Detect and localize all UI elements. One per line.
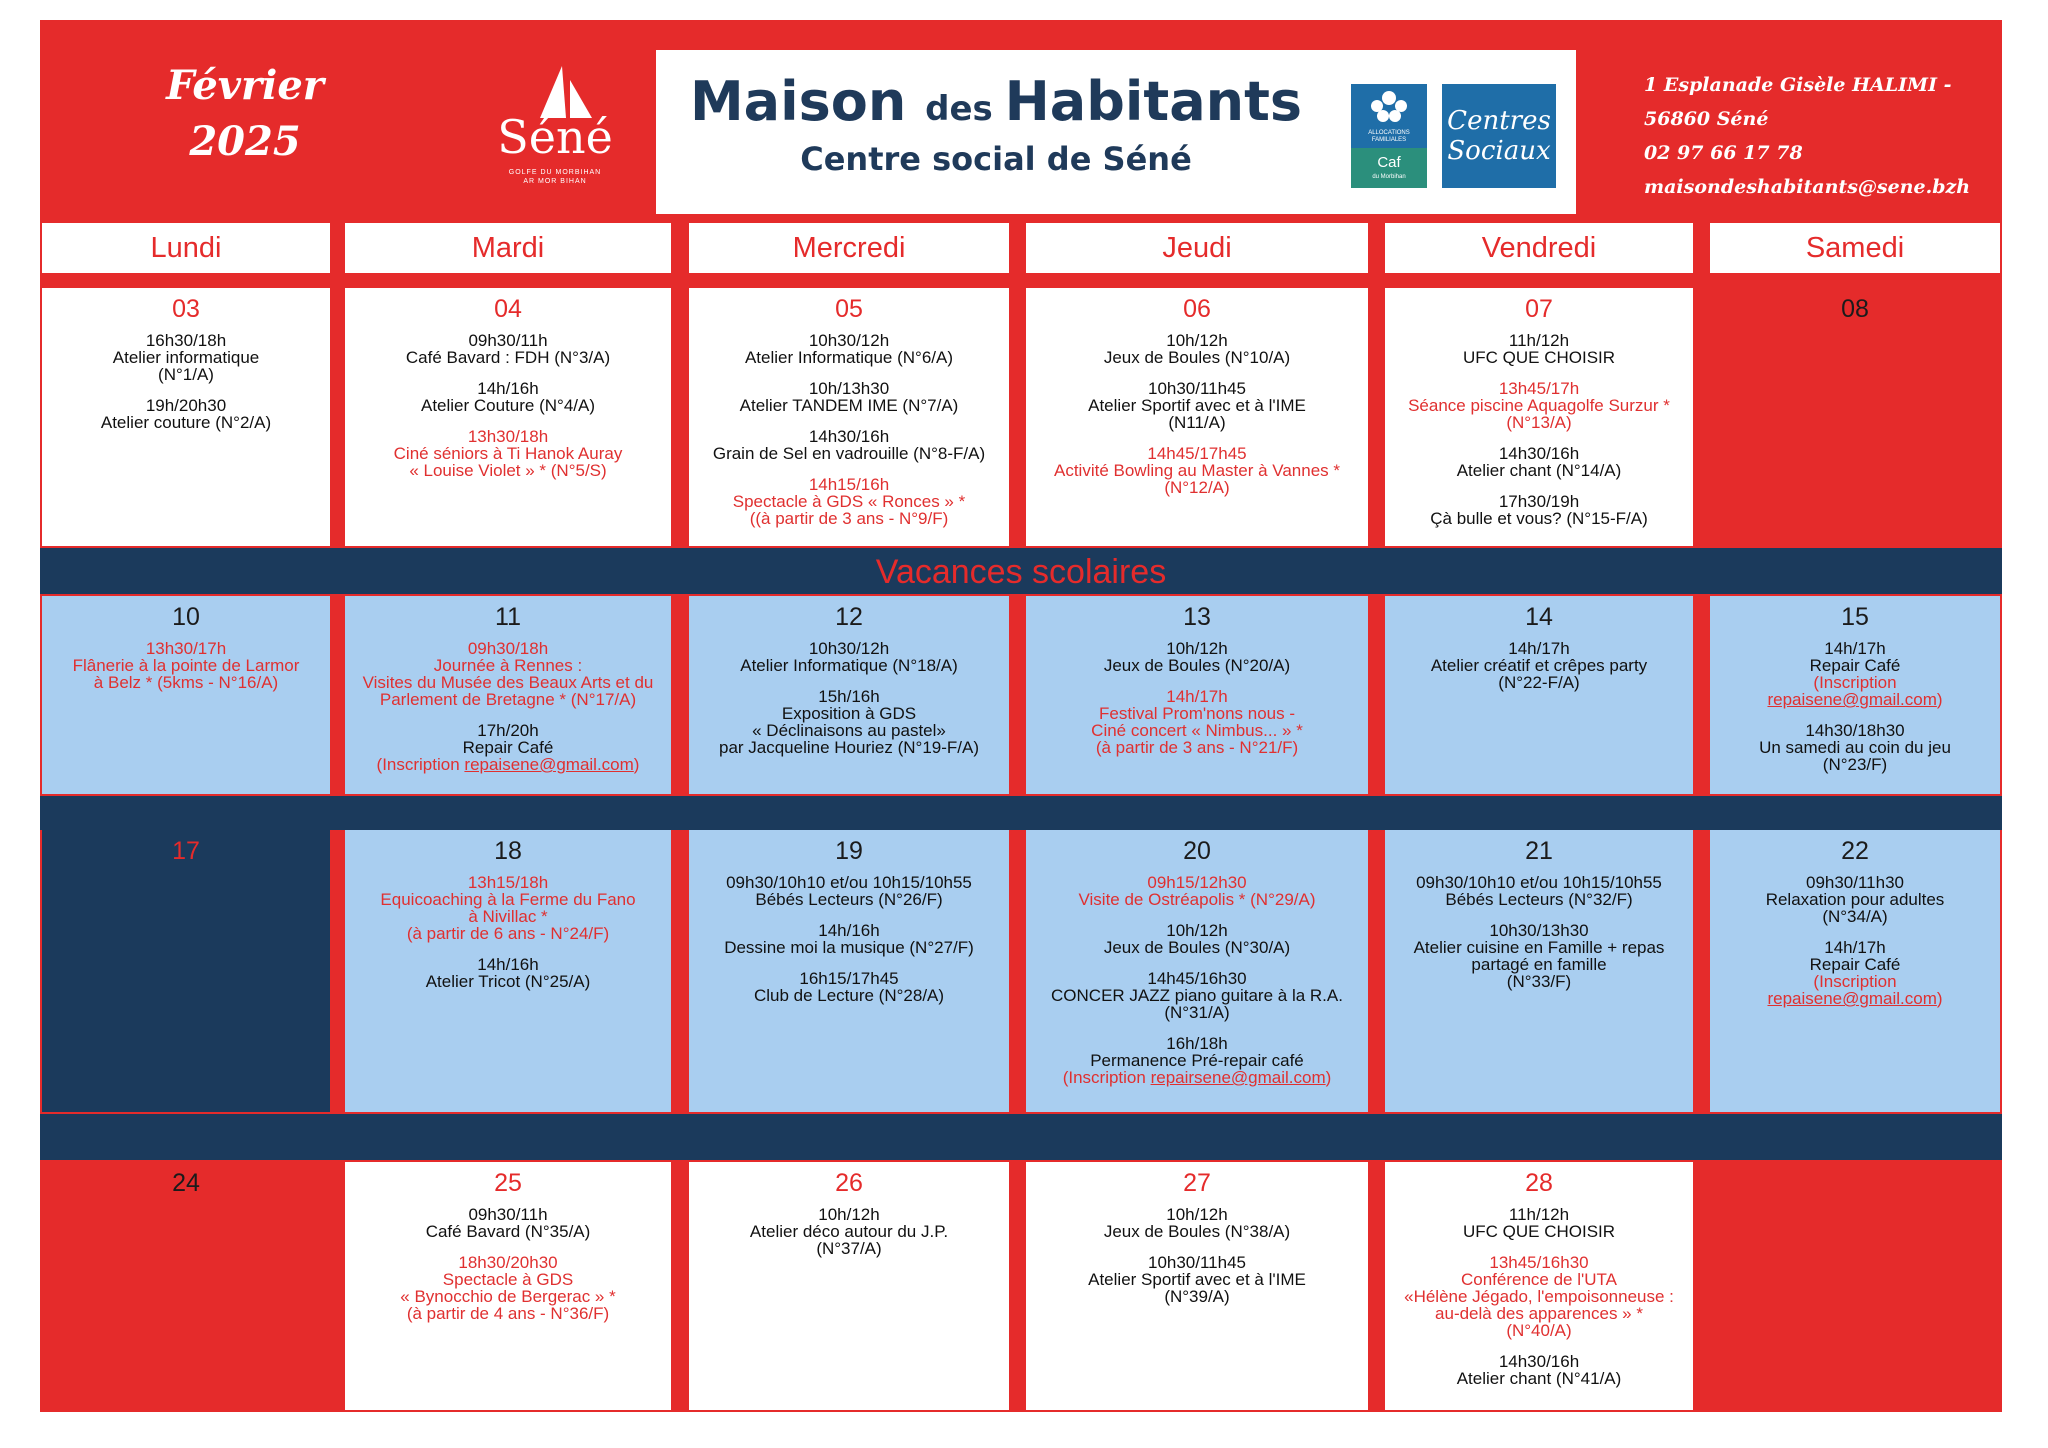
inscription-close: ) [1936,989,1943,1008]
month-title [150,58,340,170]
event-time: 10h30/13h30 [1489,921,1589,940]
event-time: 14h30/16h [808,427,890,446]
event-description: Club de Lecture (N°28/A) [753,986,945,1005]
event [693,428,1005,462]
event-time: 13h45/16h30 [1489,1253,1589,1272]
day-number: 28 [1525,1169,1553,1197]
event-time: 14h/16h [477,379,539,398]
event-time: 10h30/11h45 [1147,379,1246,398]
caf-name: Caf [1377,154,1401,171]
day-cell [1026,288,1368,546]
day-cell [689,1162,1009,1410]
day-cell [1710,288,2000,546]
title-part: Habitants [1004,70,1303,133]
day-number: 03 [172,295,200,323]
event-inscription [1030,1069,1364,1086]
event [1389,1254,1689,1339]
event-time: 13h15/18h [467,873,549,892]
event [1714,722,1996,773]
year: 2025 [189,118,301,165]
event [1389,874,1689,908]
event [693,380,1005,414]
event [1714,640,1996,708]
day-cell [345,596,671,794]
email-link[interactable]: repaisene@gmail.com [1767,690,1937,709]
phone: 02 97 66 17 78 [1644,142,1803,164]
event [1714,874,1996,925]
event [693,874,1005,908]
event-description: Jeux de Boules (N°30/A) [1103,938,1291,957]
event-description: Atelier Informatique (N°6/A) [744,348,954,367]
event [1389,445,1689,479]
event-description: Bébés Lecteurs (N°26/F) [755,890,943,909]
event-time: 14h/16h [477,955,539,974]
day-number: 17 [172,837,200,865]
event-description: Café Bavard (N°35/A) [425,1222,591,1241]
day-number: 14 [1525,603,1553,631]
event-description: Atelier TANDEM IME (N°7/A) [739,396,959,415]
event [693,476,1005,527]
event-description: Journée à Rennes : Visites du Musée des Beaux Arts et du Parlement de Bretagne * (N°17/A) [362,656,654,709]
event-description: Spectacle à GDS « Bynocchio de Bergerac » * (à partir de 4 ans - N°36/F) [400,1270,616,1323]
event-time: 10h/13h30 [808,379,890,398]
event-time: 09h30/10h10 et/ou 10h15/10h55 [726,873,972,892]
event-time: 09h30/11h [468,1205,548,1224]
title-box [656,50,1576,214]
event-time: 10h/12h [1166,921,1228,940]
day-header-jeudi: Jeudi [1026,223,1368,273]
inscription-label: (Inscription [1813,673,1897,692]
event-time: 14h45/16h30 [1147,969,1247,988]
event-description: Séance piscine Aquagolfe Surzur * (N°13/A) [1408,396,1670,432]
day-number: 24 [172,1169,200,1197]
centres-sociaux-text: Centres Sociaux [1447,106,1551,166]
event-time: 09h30/11h [468,331,548,350]
event [1389,922,1689,990]
event [1030,640,1364,674]
event-time: 14h/16h [818,921,880,940]
event [1030,1035,1364,1086]
event-time: 19h/20h30 [145,396,227,415]
centres-sociaux-logo [1442,84,1556,188]
day-cell [345,288,671,546]
day-number: 08 [1841,295,1869,323]
event-description: Permanence Pré-repair café [1090,1051,1304,1070]
event [1030,380,1364,431]
event [46,332,326,383]
event-description: Spectacle à GDS « Ronces » * ((à partir de 3 ans - N°9/F) [732,492,966,528]
event-description: Jeux de Boules (N°38/A) [1103,1222,1291,1241]
event-description: Atelier chant (N°14/A) [1456,461,1622,480]
event-time: 14h/17h [1508,639,1570,658]
day-header-mercredi: Mercredi [689,223,1009,273]
address-line-1: 1 Esplanade Gisèle HALIMI - [1644,74,1952,96]
event-description: Grain de Sel en vadrouille (N°8-F/A) [712,444,986,463]
day-cell [689,830,1009,1112]
logo-subtitle: GOLFE DU MORBIHAN AR MOR BIHAN [508,169,602,185]
event-description: Atelier Couture (N°4/A) [420,396,596,415]
event-description: Atelier déco autour du J.P. (N°37/A) [749,1222,949,1258]
day-number: 18 [494,837,522,865]
day-cell [1385,1162,1693,1410]
event [693,1206,1005,1257]
event-description: Jeux de Boules (N°10/A) [1103,348,1291,367]
event [1030,970,1364,1021]
day-cell [689,288,1009,546]
event-time: 10h30/12h [808,639,890,658]
event-description: Repair Café [462,738,554,757]
page-subtitle: Centre social de Séné [800,140,1192,178]
event [1030,445,1364,496]
event-description: Dessine moi la musique (N°27/F) [724,938,974,957]
week-separator [40,796,2002,830]
day-number: 20 [1183,837,1211,865]
inscription-close: ) [1325,1068,1332,1087]
event-description: Repair Café [1809,656,1901,675]
event-time: 10h/12h [1166,639,1228,658]
event [349,1254,667,1322]
caf-subtitle: du Morbihan [1372,174,1406,180]
event-description: Atelier cuisine en Famille + repas partagé en famille (N°33/F) [1413,938,1665,991]
event-description: Flânerie à la pointe de Larmor à Belz * (5kms - N°16/A) [72,656,300,692]
event [693,922,1005,956]
email-link[interactable]: repaisene@gmail.com [464,755,634,774]
day-cell [1026,596,1368,794]
inscription-close: ) [1936,690,1943,709]
day-cell [42,830,330,1112]
email-link[interactable]: maisondeshabitants@sene.bzh [1644,176,1971,198]
day-number: 26 [835,1169,863,1197]
event [349,722,667,773]
event [1389,1353,1689,1387]
event [693,970,1005,1004]
day-cell [42,596,330,794]
day-number: 15 [1841,603,1869,631]
event-description: Repair Café [1809,955,1901,974]
event [1389,332,1689,366]
event-time: 14h30/16h [1498,444,1580,463]
event-time: 10h30/12h [808,331,890,350]
event-time: 17h30/19h [1498,492,1580,511]
event [349,332,667,366]
week-separator [40,1114,2002,1160]
event-description: Atelier Sportif avec et à l'IME (N11/A) [1088,396,1306,432]
event [349,428,667,479]
event-description: Café Bavard : FDH (N°3/A) [405,348,611,367]
event-description: Equicoaching à la Ferme du Fano à Nivillac * (à partir de 6 ans - N°24/F) [380,890,636,943]
event [1030,332,1364,366]
event-time: 14h/17h [1166,687,1228,706]
day-number: 21 [1525,837,1553,865]
day-cell [1710,830,2000,1112]
event-description: Bébés Lecteurs (N°32/F) [1445,890,1633,909]
event-description: Visite de Ostréapolis * (N°29/A) [1078,890,1316,909]
event [693,688,1005,756]
school-holidays-label: Vacances scolaires [875,553,1167,591]
day-number: 10 [172,603,200,631]
event-time: 16h30/18h [145,331,227,350]
event-time: 13h30/17h [145,639,227,658]
day-cell [42,288,330,546]
day-number: 27 [1183,1169,1211,1197]
caf-logo [1351,84,1427,188]
day-number: 13 [1183,603,1211,631]
title-part-small: des [925,89,1005,129]
event-time: 11h/12h [1508,331,1570,350]
day-cell [42,1162,330,1410]
day-number: 06 [1183,295,1211,323]
contact-block [1644,68,1974,204]
day-header-samedi: Samedi [1710,223,2000,273]
day-cell [1385,830,1693,1112]
inscription-label: (Inscription [376,755,465,774]
event-description: Atelier informatique (N°1/A) [112,348,260,384]
event [1030,874,1364,908]
event-time: 11h/12h [1508,1205,1570,1224]
event [1030,1206,1364,1240]
event-time: 09h30/18h [467,639,549,658]
event-description: Atelier couture (N°2/A) [100,413,272,432]
event [349,1206,667,1240]
event-description: Exposition à GDS « Déclinaisons au pastel» par Jacqueline Houriez (N°19-F/A) [718,704,979,757]
event-time: 15h/16h [818,687,880,706]
event [1389,640,1689,691]
event-time: 13h30/18h [467,427,549,446]
month-name: Février [166,62,324,109]
email-link[interactable]: repairsene@gmail.com [1150,1068,1326,1087]
event-description: Atelier créatif et crêpes party (N°22-F/A) [1430,656,1648,692]
inscription-close: ) [633,755,640,774]
event-time: 09h30/10h10 et/ou 10h15/10h55 [1416,873,1662,892]
event-time: 10h/12h [1166,331,1228,350]
event-description: UFC QUE CHOISIR [1462,348,1616,367]
day-cell [1026,830,1368,1112]
day-header-vendredi: Vendredi [1385,223,1693,273]
event-time: 16h15/17h45 [799,969,899,988]
event [349,874,667,942]
event-description: Atelier Informatique (N°18/A) [740,656,958,675]
day-number: 05 [835,295,863,323]
event-description: Ciné séniors à Ti Hanok Auray « Louise Violet » * (N°5/S) [393,444,623,480]
inscription-label: (Inscription [1062,1068,1151,1087]
day-number: 25 [494,1169,522,1197]
event-description: UFC QUE CHOISIR [1462,1222,1616,1241]
day-cell [345,1162,671,1410]
event-description: Festival Prom'nons nous - Ciné concert « Nimbus... » * (à partir de 3 ans - N°21/F) [1091,704,1303,757]
day-cell [1710,596,2000,794]
day-number: 04 [494,295,522,323]
event [1389,493,1689,527]
event-time: 13h45/17h [1498,379,1580,398]
event [1389,1206,1689,1240]
event-inscription [1714,674,1996,708]
event-time: 10h/12h [1166,1205,1228,1224]
logo-name: Séné [497,110,613,164]
event-description: Çà bulle et vous? (N°15-F/A) [1430,509,1648,528]
day-number: 22 [1841,837,1869,865]
caf-label: ALLOCATIONS FAMILIALES [1368,130,1410,143]
school-holidays-band [40,548,2002,594]
day-number: 07 [1525,295,1553,323]
calendar-frame [40,20,2002,1412]
page-title [676,70,1316,141]
event-description: Un samedi au coin du jeu (N°23/F) [1759,738,1951,774]
event [349,380,667,414]
event [349,640,667,708]
people-icon [1351,84,1427,130]
event-inscription [1714,973,1996,1007]
event [46,640,326,691]
day-cell [1026,1162,1368,1410]
address-line-2: 56860 Séné [1644,108,1769,130]
event [693,640,1005,674]
day-cell [1710,1162,2000,1410]
event-time: 18h30/20h30 [458,1253,558,1272]
event [693,332,1005,366]
event-description: Relaxation pour adultes (N°34/A) [1765,890,1945,926]
event-time: 14h30/18h30 [1805,721,1905,740]
day-number: 12 [835,603,863,631]
event-description: Atelier Sportif avec et à l'IME (N°39/A) [1088,1270,1306,1306]
email-link[interactable]: repaisene@gmail.com [1767,989,1937,1008]
event [1030,922,1364,956]
event-time: 17h/20h [477,721,539,740]
day-header-lundi: Lundi [42,223,330,273]
event [1030,1254,1364,1305]
event-time: 10h30/11h45 [1147,1253,1246,1272]
day-cell [1385,288,1693,546]
day-cell [689,596,1009,794]
event [1714,939,1996,1007]
day-cell [345,830,671,1112]
event-description: Conférence de l'UTA «Hélène Jégado, l'empoisonneuse : au-delà des apparences » * (N°40/A) [1404,1270,1674,1340]
event-time: 10h/12h [818,1205,880,1224]
event-description: Jeux de Boules (N°20/A) [1103,656,1291,675]
event-time: 14h15/16h [808,475,890,494]
event-description: Atelier chant (N°41/A) [1456,1369,1622,1388]
event-inscription [349,756,667,773]
day-number: 19 [835,837,863,865]
day-cell [1385,596,1693,794]
event-time: 09h15/12h30 [1147,873,1247,892]
day-header-mardi: Mardi [345,223,671,273]
event-time: 14h/17h [1824,639,1886,658]
event [1030,688,1364,756]
event-time: 16h/18h [1166,1034,1228,1053]
event [46,397,326,431]
sene-logo [470,60,640,185]
inscription-label: (Inscription [1813,972,1897,991]
event-time: 14h45/17h45 [1147,444,1247,463]
day-number: 11 [495,603,521,631]
event-description: Activité Bowling au Master à Vannes * (N°12/A) [1054,461,1340,497]
title-part: Maison [689,70,926,133]
event [349,956,667,990]
event-description: CONCER JAZZ piano guitare à la R.A. (N°31/A) [1051,986,1343,1022]
event-description: Atelier Tricot (N°25/A) [425,972,591,991]
event-time: 09h30/11h30 [1805,873,1904,892]
event-time: 14h/17h [1824,938,1886,957]
event-time: 14h30/16h [1498,1352,1580,1371]
event [1389,380,1689,431]
